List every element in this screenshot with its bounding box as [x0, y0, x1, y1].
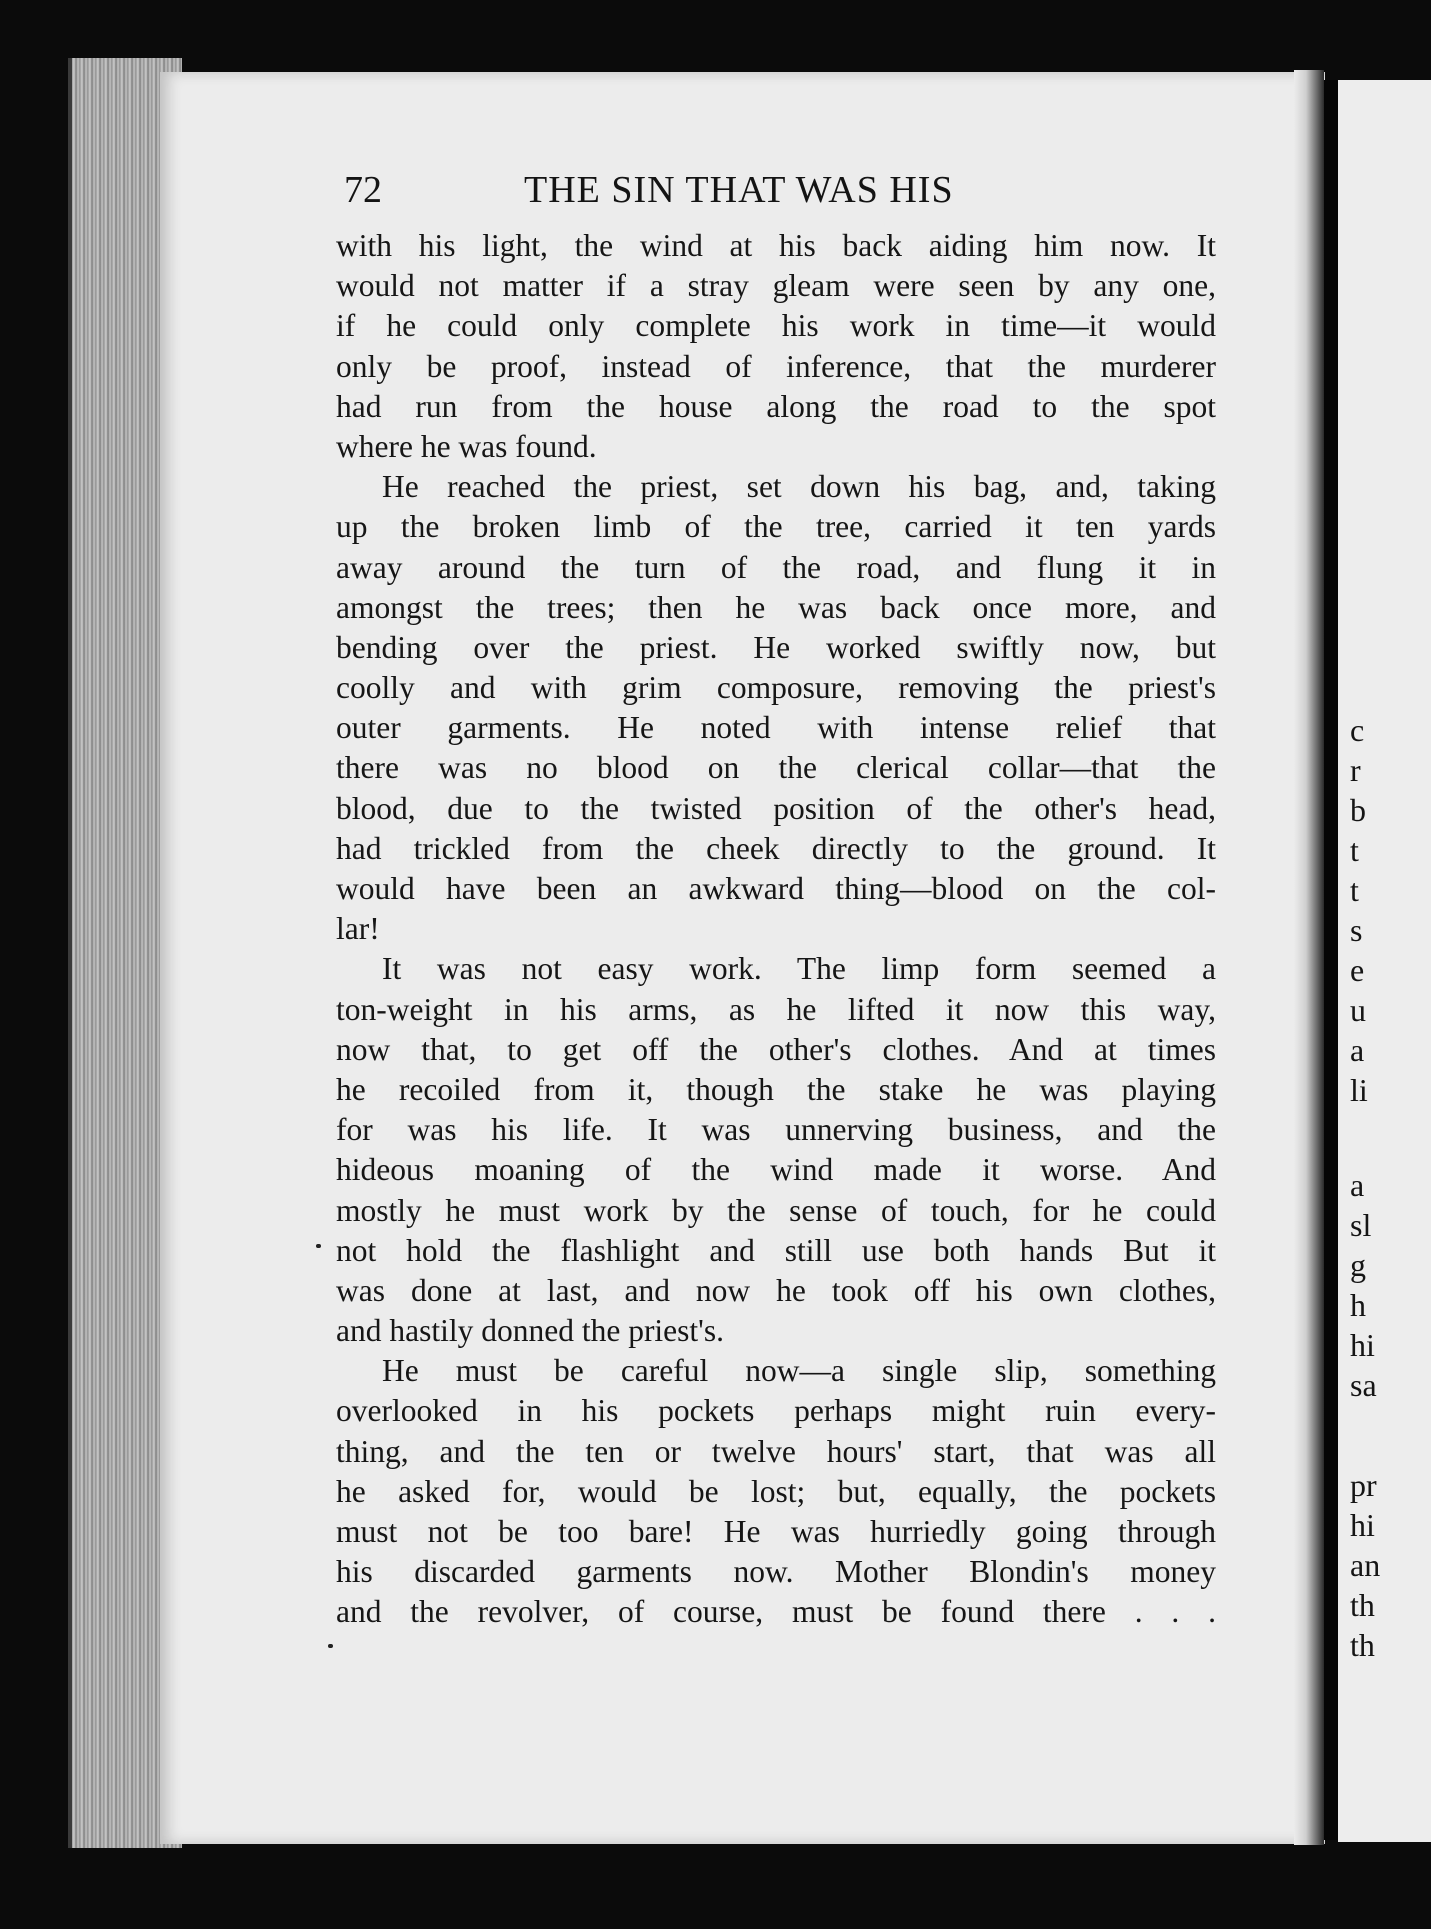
text-line: up the broken limb of the tree, carried it ten yards: [336, 509, 1216, 545]
facing-page-fragment: li: [1350, 1072, 1368, 1108]
facing-page-fragment: a: [1350, 1032, 1365, 1068]
text-line: had run from the house along the road to the spot: [336, 388, 1216, 424]
facing-page-fragment: th: [1350, 1587, 1375, 1623]
facing-page-fragment: h: [1350, 1287, 1366, 1323]
facing-page-fragment: pr: [1350, 1467, 1377, 1503]
text-line: would not matter if a stray gleam were seen by any one,: [336, 268, 1216, 304]
text-line: blood, due to the twisted position of the other's head,: [336, 790, 1216, 826]
text-line: and the revolver, of course, must be found there . . .: [336, 1594, 1216, 1630]
text-line: and hastily donned the priest's.: [336, 1313, 724, 1349]
body-text: [336, 226, 1216, 1633]
text-line: for was his life. It was unnerving business, and the: [336, 1112, 1216, 1148]
text-line: amongst the trees; then he was back once more, and: [336, 589, 1216, 625]
text-line: He must be careful now—a single slip, something: [382, 1353, 1216, 1389]
running-title: THE SIN THAT WAS HIS: [524, 169, 954, 211]
text-line: He reached the priest, set down his bag, and, taking: [382, 469, 1216, 505]
text-line: there was no blood on the clerical collar—that the: [336, 750, 1216, 786]
text-line: hideous moaning of the wind made it worse. And: [336, 1152, 1216, 1188]
text-line: away around the turn of the road, and flung it in: [336, 549, 1216, 585]
page-number: 72: [344, 169, 382, 211]
text-line: thing, and the ten or twelve hours' start, that was all: [336, 1433, 1216, 1469]
text-line: if he could only complete his work in time—it would: [336, 308, 1216, 344]
binding-gutter: [1294, 70, 1324, 1845]
facing-page: [1338, 80, 1431, 1842]
text-line: with his light, the wind at his back aiding him now. It: [336, 228, 1216, 263]
facing-page-fragment: sa: [1350, 1367, 1377, 1403]
facing-page-fragment: hi: [1350, 1327, 1375, 1363]
text-line: his discarded garments now. Mother Blondin's money: [336, 1554, 1216, 1590]
text-line: he asked for, would be lost; but, equally, the pockets: [336, 1473, 1216, 1509]
text-line: ton-weight in his arms, as he lifted it now this way,: [336, 991, 1216, 1027]
page-divider: [1324, 80, 1338, 1840]
text-line: only be proof, instead of inference, that the murderer: [336, 348, 1216, 384]
text-line: must not be too bare! He was hurriedly going through: [336, 1514, 1216, 1549]
facing-page-fragment: e: [1350, 952, 1365, 988]
facing-page-fragment: s: [1350, 912, 1363, 948]
text-line: was done at last, and now he took off his own clothes,: [336, 1272, 1216, 1308]
facing-page-fragment: t: [1350, 832, 1359, 868]
facing-page-fragment: c: [1350, 712, 1365, 748]
facing-page-fragment: r: [1350, 752, 1361, 788]
text-line: lar!: [336, 911, 380, 947]
text-line: would have been an awkward thing—blood on the col-: [336, 871, 1216, 906]
text-line: had trickled from the cheek directly to the ground. It: [336, 830, 1216, 866]
text-line: not hold the flashlight and still use both hands But it: [336, 1232, 1216, 1268]
text-line: bending over the priest. He worked swiftly now, but: [336, 629, 1216, 665]
text-line: now that, to get off the other's clothes. And at times: [336, 1031, 1216, 1067]
margin-mark: [328, 1644, 333, 1648]
text-line: mostly he must work by the sense of touch, for he could: [336, 1192, 1216, 1228]
facing-page-fragment: u: [1350, 992, 1366, 1028]
page-header: [344, 168, 1214, 218]
facing-page-fragment: th: [1350, 1627, 1375, 1663]
facing-page-fragment: t: [1350, 872, 1359, 908]
facing-page-fragment: hi: [1350, 1507, 1375, 1543]
facing-page-fragment: b: [1350, 792, 1366, 828]
text-line: where he was found.: [336, 428, 597, 464]
facing-page-fragment: sl: [1350, 1207, 1372, 1243]
text-line: It was not easy work. The limp form seemed a: [382, 951, 1216, 987]
text-line: coolly and with grim composure, removing the priest's: [336, 670, 1216, 706]
facing-page-fragment: an: [1350, 1547, 1381, 1583]
margin-mark: [316, 1244, 321, 1248]
facing-page-fragment: a: [1350, 1167, 1365, 1203]
text-line: outer garments. He noted with intense relief that: [336, 710, 1216, 746]
text-line: overlooked in his pockets perhaps might ruin every-: [336, 1393, 1216, 1429]
facing-page-fragment: g: [1350, 1247, 1366, 1283]
text-line: he recoiled from it, though the stake he was playing: [336, 1071, 1216, 1107]
